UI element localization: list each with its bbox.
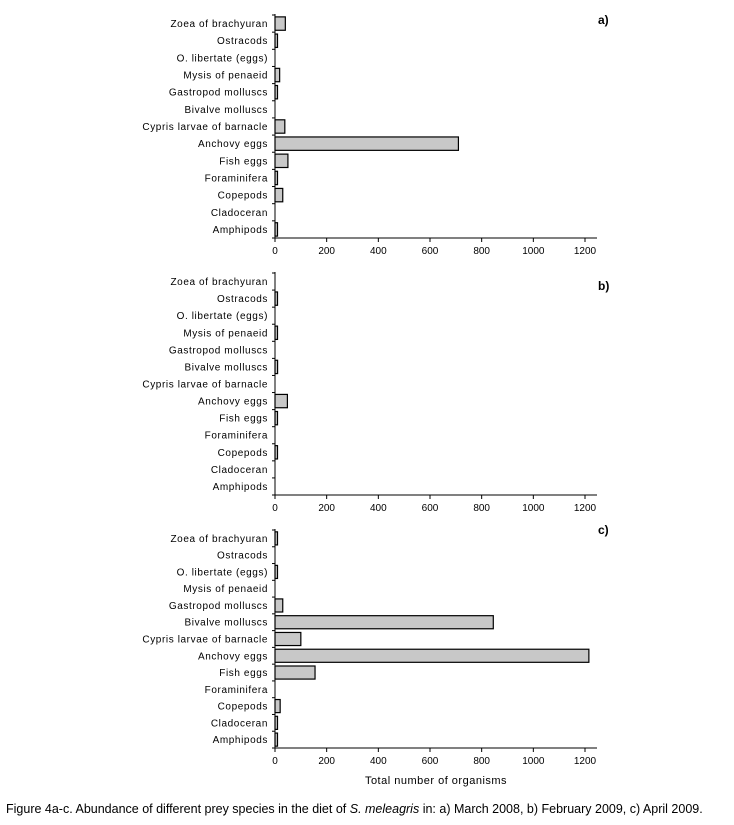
category-label: Zoea of brachyuran: [170, 533, 268, 545]
category-label: Gastropod molluscs: [168, 600, 268, 612]
category-label: Cladoceran: [210, 718, 268, 730]
category-label: Cladoceran: [210, 464, 268, 476]
category-label: Fish eggs: [219, 413, 268, 425]
category-label: Foraminifera: [204, 173, 268, 185]
category-label: Foraminifera: [204, 684, 268, 696]
caption-text-end: in: a) March 2008, b) February 2009, c) April 2009.: [419, 802, 703, 816]
category-label: O. libertate (eggs): [176, 567, 268, 579]
bar-a-9: [275, 154, 288, 167]
category-label: Mysis of penaeid: [183, 584, 268, 596]
chart-panel-c: [142, 523, 608, 787]
category-label: Gastropod molluscs: [168, 87, 268, 99]
x-tick-label: 200: [318, 246, 336, 257]
x-tick-label: 1200: [573, 756, 597, 767]
category-label: Ostracods: [217, 294, 268, 306]
bar-a-1: [275, 17, 285, 30]
category-label: O. libertate (eggs): [176, 53, 268, 65]
x-tick-label: 0: [272, 503, 278, 514]
bar-c-11: [275, 700, 280, 713]
x-tick-label: 0: [272, 756, 278, 767]
category-label: Copepods: [217, 701, 268, 713]
x-tick-label: 1000: [522, 756, 545, 767]
x-tick-label: 0: [272, 246, 278, 257]
chart-panel-a: [142, 13, 608, 257]
category-label: Mysis of penaeid: [183, 70, 268, 82]
x-tick-label: 800: [473, 246, 491, 257]
category-label: O. libertate (eggs): [176, 311, 268, 323]
category-label: Bivalve molluscs: [184, 362, 268, 374]
category-label: Cypris larvae of barnacle: [142, 634, 268, 646]
category-label: Anchovy eggs: [197, 396, 268, 408]
x-tick-label: 200: [318, 503, 336, 514]
x-tick-label: 1000: [522, 503, 545, 514]
category-label: Anchovy eggs: [197, 651, 268, 663]
category-label: Mysis of penaeid: [183, 328, 268, 340]
category-label: Ostracods: [217, 36, 268, 48]
x-tick-label: 600: [421, 246, 439, 257]
bar-a-8: [275, 137, 458, 150]
category-label: Copepods: [217, 190, 268, 202]
x-tick-label: 800: [473, 756, 491, 767]
panel-label: c): [598, 523, 609, 537]
category-label: Anchovy eggs: [197, 139, 268, 151]
bar-c-7: [275, 632, 301, 645]
x-tick-label: 600: [421, 503, 439, 514]
panel-label: b): [598, 279, 610, 293]
category-label: Amphipods: [212, 224, 268, 236]
bar-b-8: [275, 394, 287, 407]
x-axis-title: Total number of organisms: [364, 775, 508, 787]
x-tick-label: 1200: [573, 246, 597, 257]
category-label: Cypris larvae of barnacle: [142, 379, 268, 391]
x-tick-label: 600: [421, 756, 439, 767]
category-label: Zoea of brachyuran: [170, 277, 268, 289]
category-label: Amphipods: [212, 735, 268, 747]
category-label: Foraminifera: [204, 430, 268, 442]
category-label: Cypris larvae of barnacle: [142, 122, 268, 133]
x-tick-label: 400: [369, 503, 387, 514]
category-label: Copepods: [217, 447, 268, 459]
x-tick-label: 800: [473, 503, 491, 514]
caption-species-name: S. meleagris: [349, 802, 420, 816]
bar-c-9: [275, 666, 315, 679]
bar-a-7: [275, 120, 285, 133]
x-tick-label: 400: [369, 246, 387, 257]
category-label: Gastropod molluscs: [168, 345, 268, 357]
x-tick-label: 1000: [522, 246, 545, 257]
category-label: Ostracods: [217, 550, 268, 562]
caption-text-start: Figure 4a-c. Abundance of different prey species in the diet of: [6, 802, 350, 816]
bar-c-6: [275, 616, 493, 629]
category-label: Bivalve molluscs: [184, 104, 268, 116]
category-label: Amphipods: [212, 481, 268, 493]
x-tick-label: 200: [318, 756, 336, 767]
figure-caption: [6, 802, 732, 816]
bar-c-8: [275, 649, 589, 662]
bar-c-5: [275, 599, 283, 612]
category-label: Zoea of brachyuran: [170, 19, 268, 31]
x-tick-label: 400: [369, 756, 387, 767]
panel-label: a): [598, 13, 609, 27]
bar-a-4: [275, 68, 280, 81]
category-label: Fish eggs: [219, 668, 268, 680]
category-label: Fish eggs: [219, 156, 268, 168]
category-label: Bivalve molluscs: [184, 617, 268, 629]
bar-a-11: [275, 188, 283, 201]
category-label: Cladoceran: [210, 207, 268, 219]
x-tick-label: 1200: [573, 503, 597, 514]
chart-panel-b: [142, 272, 609, 514]
